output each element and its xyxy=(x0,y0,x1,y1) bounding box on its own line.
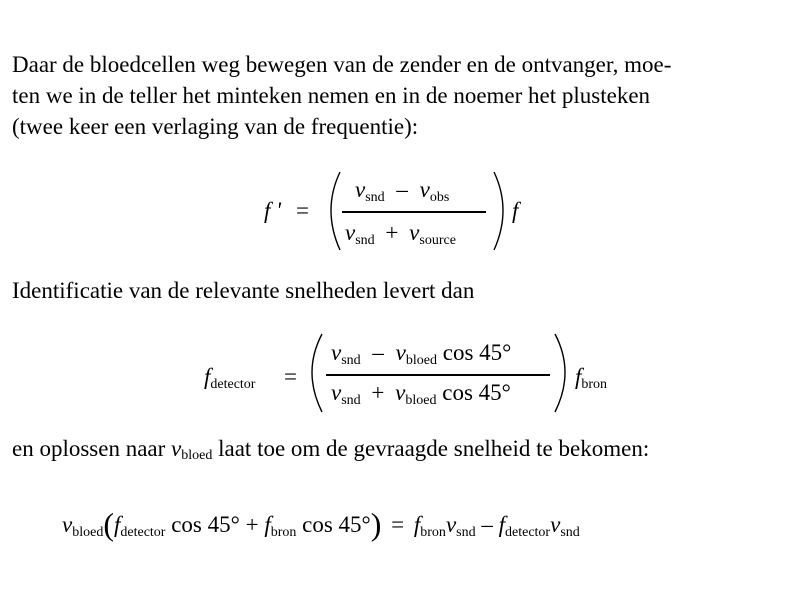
solve-paragraph: en oplossen naar vbloed laat toe om de gevraagde snelheid te bekomen: xyxy=(12,436,650,463)
eq1-lhs: f ' xyxy=(264,198,282,223)
identification-paragraph: Identificatie van de relevante snelheden levert dan xyxy=(12,278,475,303)
intro-line-3: (twee keer een verlaging van de frequentie): xyxy=(12,114,419,139)
eq2-lhs: fdetector xyxy=(204,364,256,392)
eq2-numerator: vsnd – vbloed cos 45° xyxy=(331,340,512,368)
eq2-rhs: fbron xyxy=(575,364,608,392)
eq3-content: vbloed(fdetector cos 45° + fbron cos 45°) = fbronvsnd – fdetectorvsnd xyxy=(62,506,580,542)
eq1-equals: = xyxy=(296,198,309,223)
eq1-numerator: vsnd – vobs xyxy=(355,177,450,205)
eq2-equals: = xyxy=(284,364,297,389)
eq1-denominator: vsnd + vsource xyxy=(345,220,456,248)
intro-line-2: ten we in de teller het minteken nemen en in de noemer het plusteken xyxy=(12,83,651,108)
intro-line-1: Daar de bloedcellen weg bewegen van de zender en de ontvanger, moe- xyxy=(12,52,672,77)
eq1-rhs: f xyxy=(512,198,519,223)
eq2-denominator: vsnd + vbloed cos 45° xyxy=(331,380,511,408)
